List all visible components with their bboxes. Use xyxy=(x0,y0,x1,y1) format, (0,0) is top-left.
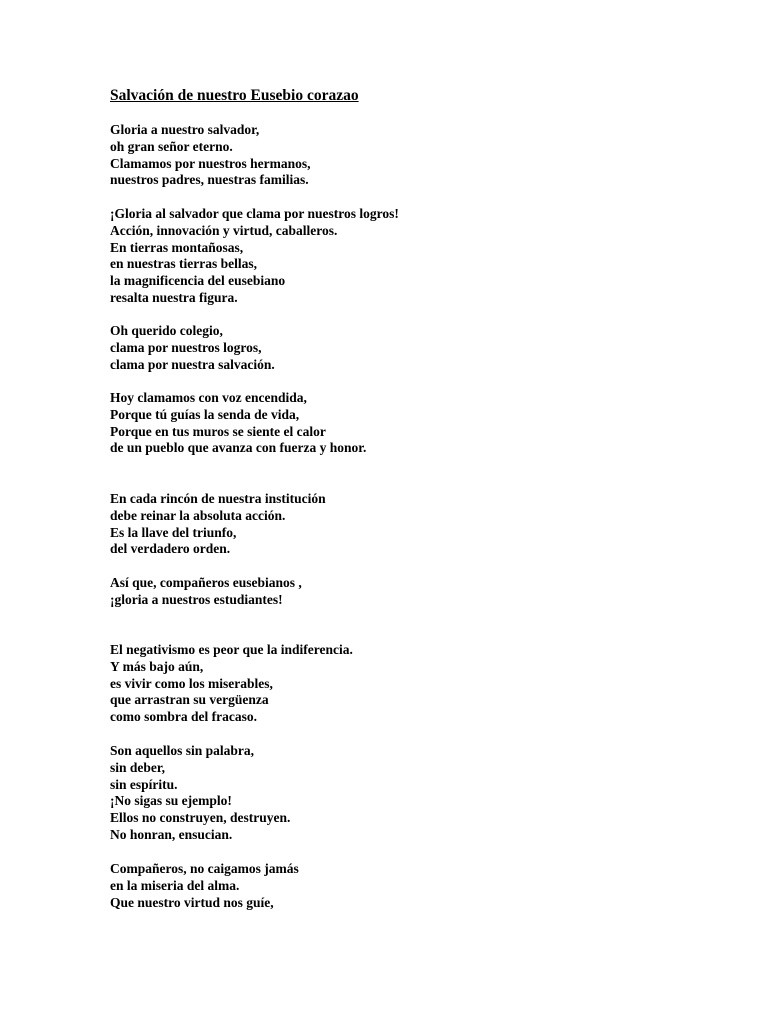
verse-line: resalta nuestra figura. xyxy=(110,289,238,305)
verse-line: ¡gloria a nuestros estudiantes! xyxy=(110,591,283,607)
verse-line: nuestros padres, nuestras familias. xyxy=(110,172,309,188)
verse-line: clama por nuestra salvación. xyxy=(110,356,275,372)
stanza-2 xyxy=(110,206,399,307)
verse-line: Ellos no construyen, destruyen. xyxy=(110,810,291,826)
verse-line: Porque tú guías la senda de vida, xyxy=(110,406,300,422)
verse-line: Gloria a nuestro salvador, xyxy=(110,122,260,137)
stanza-1 xyxy=(110,122,311,189)
verse-line: en la miseria del alma. xyxy=(110,877,240,893)
verse-line: Porque en tus muros se siente el calor xyxy=(110,423,326,439)
verse-line: ¡No sigas su ejemplo! xyxy=(110,793,232,809)
verse-line: que arrastran su vergüenza xyxy=(110,692,269,708)
stanza-5 xyxy=(110,491,326,558)
verse-line: debe reinar la absoluta acción. xyxy=(110,507,286,523)
stanza-6 xyxy=(110,575,302,609)
verse-line: clama por nuestros logros, xyxy=(110,339,262,355)
stanza-3 xyxy=(110,323,275,373)
verse-line: Es la llave del triunfo, xyxy=(110,524,237,540)
verse-line: En tierras montañosas, xyxy=(110,239,244,255)
verse-line: de un pueblo que avanza con fuerza y honor. xyxy=(110,440,367,456)
stanza-9 xyxy=(110,861,299,911)
verse-line: Hoy clamamos con voz encendida, xyxy=(110,390,307,405)
verse-line: No honran, ensucian. xyxy=(110,826,233,842)
verse-line: Clamamos por nuestros hermanos, xyxy=(110,155,311,171)
document-title: Salvación de nuestro Eusebio corazao xyxy=(110,87,359,104)
verse-line: Son aquellos sin palabra, xyxy=(110,743,255,758)
stanza-7 xyxy=(110,642,353,726)
stanza-4 xyxy=(110,390,366,457)
verse-line: Compañeros, no caigamos jamás xyxy=(110,861,299,876)
verse-line: la magnificencia del eusebiano xyxy=(110,273,286,289)
verse-line: El negativismo es peor que la indiferencia. xyxy=(110,642,353,657)
verse-line: Así que, compañeros eusebianos , xyxy=(110,575,302,590)
verse-line: del verdadero orden. xyxy=(110,541,231,557)
verse-line: sin deber, xyxy=(110,759,166,775)
stanza-8 xyxy=(110,743,290,844)
verse-line: es vivir como los miserables, xyxy=(110,675,273,691)
verse-line: ¡Gloria al salvador que clama por nuestros logros! xyxy=(110,206,399,221)
verse-line: Acción, innovación y virtud, caballeros. xyxy=(110,222,338,238)
verse-line: En cada rincón de nuestra institución xyxy=(110,491,326,506)
verse-line: Y más bajo aún, xyxy=(110,658,204,674)
verse-line: como sombra del fracaso. xyxy=(110,709,257,725)
verse-line: en nuestras tierras bellas, xyxy=(110,256,257,272)
verse-line: sin espíritu. xyxy=(110,776,178,792)
verse-line: Oh querido colegio, xyxy=(110,323,223,338)
verse-line: Que nuestro virtud nos guíe, xyxy=(110,894,274,910)
verse-line: oh gran señor eterno. xyxy=(110,138,233,154)
